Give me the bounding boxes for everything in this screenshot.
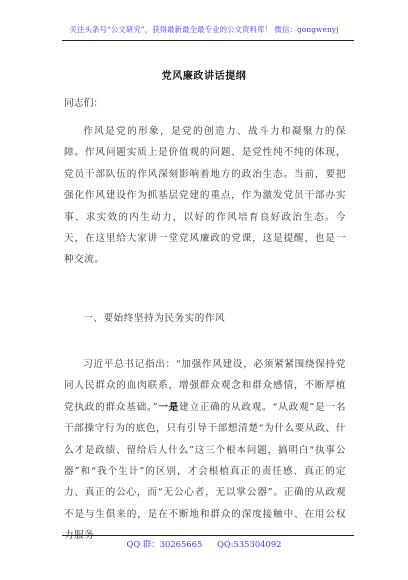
footer-qq-group: QQ 群：30265665	[126, 539, 203, 549]
paragraph-intro	[64, 121, 346, 271]
paragraph-section-1-part2: 建立正确的从政观。“从政观”是一名干部操守行为的底色，只有引导干部想清楚“为什么要从政、什么才是政绩、留给后人什么”这三个根本问题，搞明白“执事公器”和“我个生计”的区别，才会根植真正的责任感、真正的定力、真正的公心，而“无公心者，无以掌公器”。正确的从政观不是与生俱来的，是在不断地和群众的深度接触中、在用公权力服务	[64, 401, 346, 542]
paragraph-section-1-part1: 习近平总书记指出：“加强作风建设，必须紧紧围绕保持党同人民群众的血肉联系，增强群众观念和群众感情，不断厚植党执政的群众基础。”	[64, 359, 346, 413]
footer-divider	[62, 535, 354, 536]
footer	[0, 538, 408, 550]
salutation: 同志们：	[64, 98, 104, 109]
document-title: 党风廉政讲话提纲	[161, 71, 247, 82]
paragraph-section-1-bold: 一是	[158, 401, 180, 413]
paragraph-section-1	[64, 354, 346, 547]
paragraph-section-1-text	[64, 354, 346, 547]
header-divider	[62, 40, 354, 41]
footer-qq: QQ:535304092	[216, 539, 282, 549]
section-heading-1	[64, 308, 346, 329]
section-heading-1-text: 一、要始终坚持为民务实的作风	[83, 313, 226, 324]
paragraph-intro-text: 作风是党的形象，是党的创造力、战斗力和凝聚力的保障。作风问题实质上是价值观的问题、是党性纯不纯的体现，党员干部队伍的作风深刻影响着地方的政治生态。当前，要把强化作风建设作为抓基层党建的重点，作为激发党员干部办实事、求实效的内生动力，以好的作风培育良好政治生态。今天，在这里给大家讲一堂党风廉政的党课，这是提醒，也是一种交流。	[64, 126, 346, 266]
header-banner: 关注头条号“公文研究”，获得最新最全最专业的公文资料库！ 微信：gongwenyj	[69, 25, 339, 34]
